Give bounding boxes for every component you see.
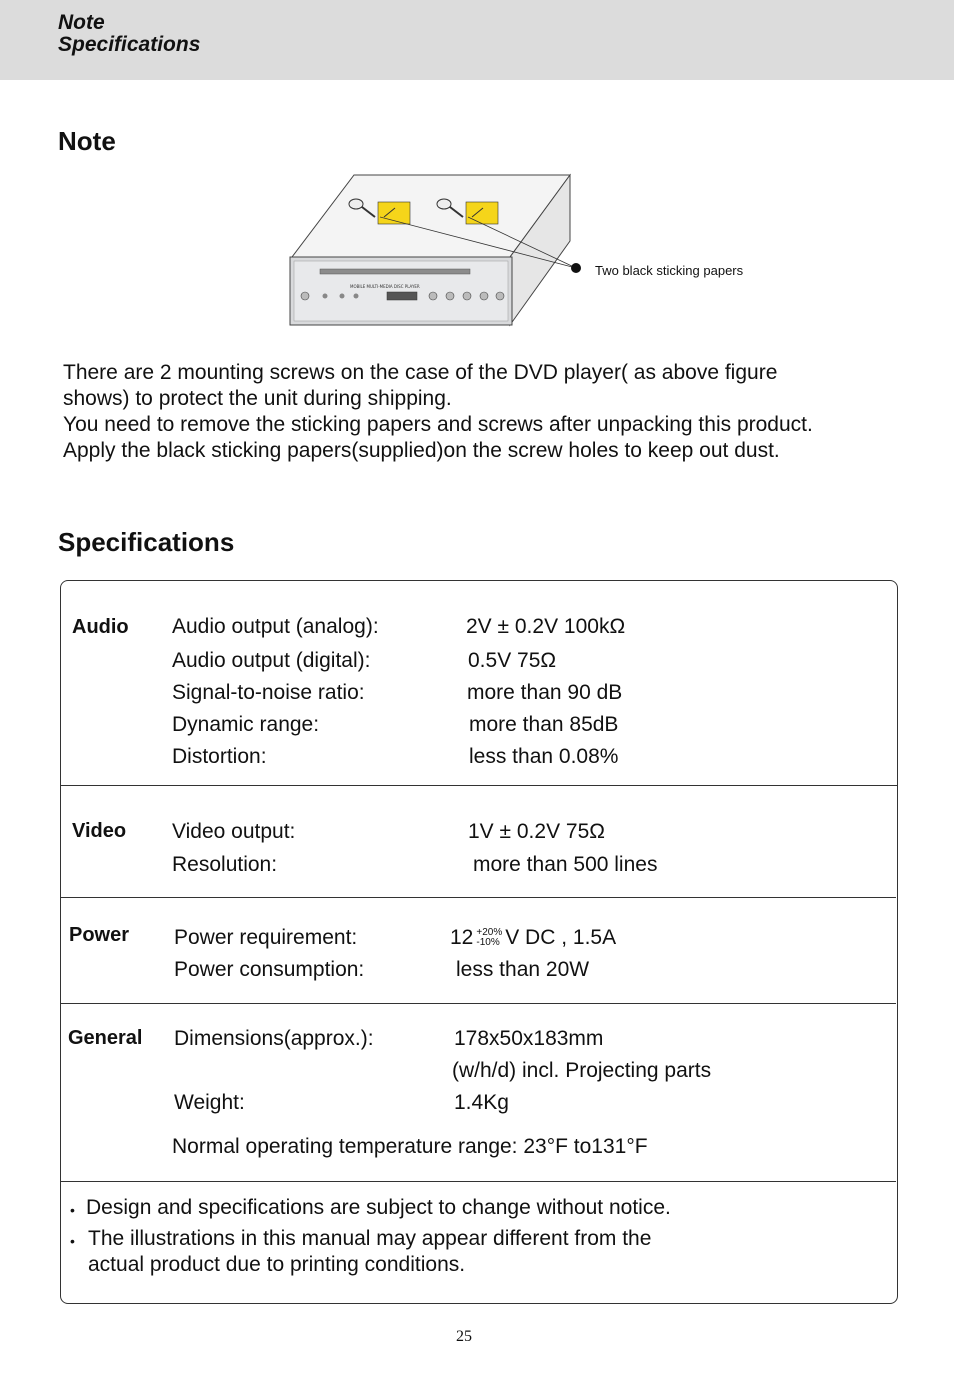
note-paragraph-line: shows) to protect the unit during shipping.: [63, 387, 452, 410]
spec-value: less than 20W: [456, 958, 590, 981]
spec-label: Audio output (digital):: [172, 649, 371, 672]
temperature-range: Normal operating temperature range: 23°F to131°F: [172, 1135, 648, 1158]
spec-value-note: (w/h/d) incl. Projecting parts: [452, 1059, 712, 1082]
power-value-suffix: V DC , 1.5A: [505, 926, 617, 949]
figure-callout-label: Two black sticking papers: [595, 263, 744, 278]
power-tolerance: [476, 928, 502, 948]
spec-value: 2V ± 0.2V 100kΩ: [466, 615, 626, 638]
spec-value-power-requirement: [450, 926, 616, 950]
tolerance-plus: +20%: [476, 927, 503, 939]
spec-label: Distortion:: [172, 745, 267, 768]
spec-value: more than 90 dB: [467, 681, 623, 704]
dvd-player-illustration: [280, 165, 770, 340]
divider: [60, 897, 896, 898]
spec-label: Video output:: [172, 820, 296, 843]
note-paragraph-line: You need to remove the sticking papers and screws after unpacking this product.: [63, 413, 813, 436]
spec-value: 1.4Kg: [454, 1091, 509, 1114]
callout-dot-icon: [571, 263, 581, 273]
divider: [60, 1181, 896, 1182]
category-audio: Audio: [72, 616, 129, 638]
footnote: Design and specifications are subject to change without notice.: [86, 1196, 671, 1219]
sticking-paper-right: [466, 202, 498, 224]
footnote-continued: actual product due to printing conditions.: [88, 1253, 466, 1276]
spec-value: 0.5V 75Ω: [468, 649, 557, 672]
spec-label: Dimensions(approx.):: [174, 1027, 374, 1050]
bullet-icon: •: [70, 1233, 75, 1249]
bullet-icon: •: [70, 1202, 75, 1218]
device-front-caption: MOBILE MULTI-MEDIA DISC PLAYER: [350, 284, 420, 289]
spec-value: more than 500 lines: [473, 853, 658, 876]
category-video: Video: [72, 820, 127, 842]
note-paragraph-line: Apply the black sticking papers(supplied)on the screw holes to keep out dust.: [63, 439, 780, 462]
spec-value: less than 0.08%: [469, 745, 619, 768]
spec-label: Power requirement:: [174, 926, 358, 949]
spec-label: Resolution:: [172, 853, 278, 876]
note-paragraph-line: There are 2 mounting screws on the case of the DVD player( as above figure: [63, 361, 778, 384]
divider: [60, 1003, 896, 1004]
page-number: 25: [456, 1328, 472, 1345]
spec-value: 1V ± 0.2V 75Ω: [468, 820, 605, 843]
spec-label: Dynamic range:: [172, 713, 320, 736]
category-general: General: [68, 1027, 143, 1049]
divider: [60, 785, 898, 786]
spec-label: Audio output (analog):: [172, 615, 379, 638]
spec-label: Power consumption:: [174, 958, 365, 981]
note-paragraph: [63, 360, 923, 464]
tolerance-minus: -10%: [476, 937, 500, 949]
note-title: Note: [58, 126, 116, 156]
spec-label: Signal-to-noise ratio:: [172, 681, 365, 704]
spec-label: Weight:: [174, 1091, 245, 1114]
spec-value: more than 85dB: [469, 713, 619, 736]
category-power: Power: [69, 924, 130, 946]
footnote: The illustrations in this manual may appear different from the: [88, 1227, 652, 1250]
header-title-note: Note: [58, 11, 105, 34]
power-value-prefix: 12: [450, 926, 474, 949]
spec-value: 178x50x183mm: [454, 1027, 604, 1050]
specifications-title: Specifications: [58, 527, 235, 557]
header-title-specifications: Specifications: [58, 33, 201, 56]
